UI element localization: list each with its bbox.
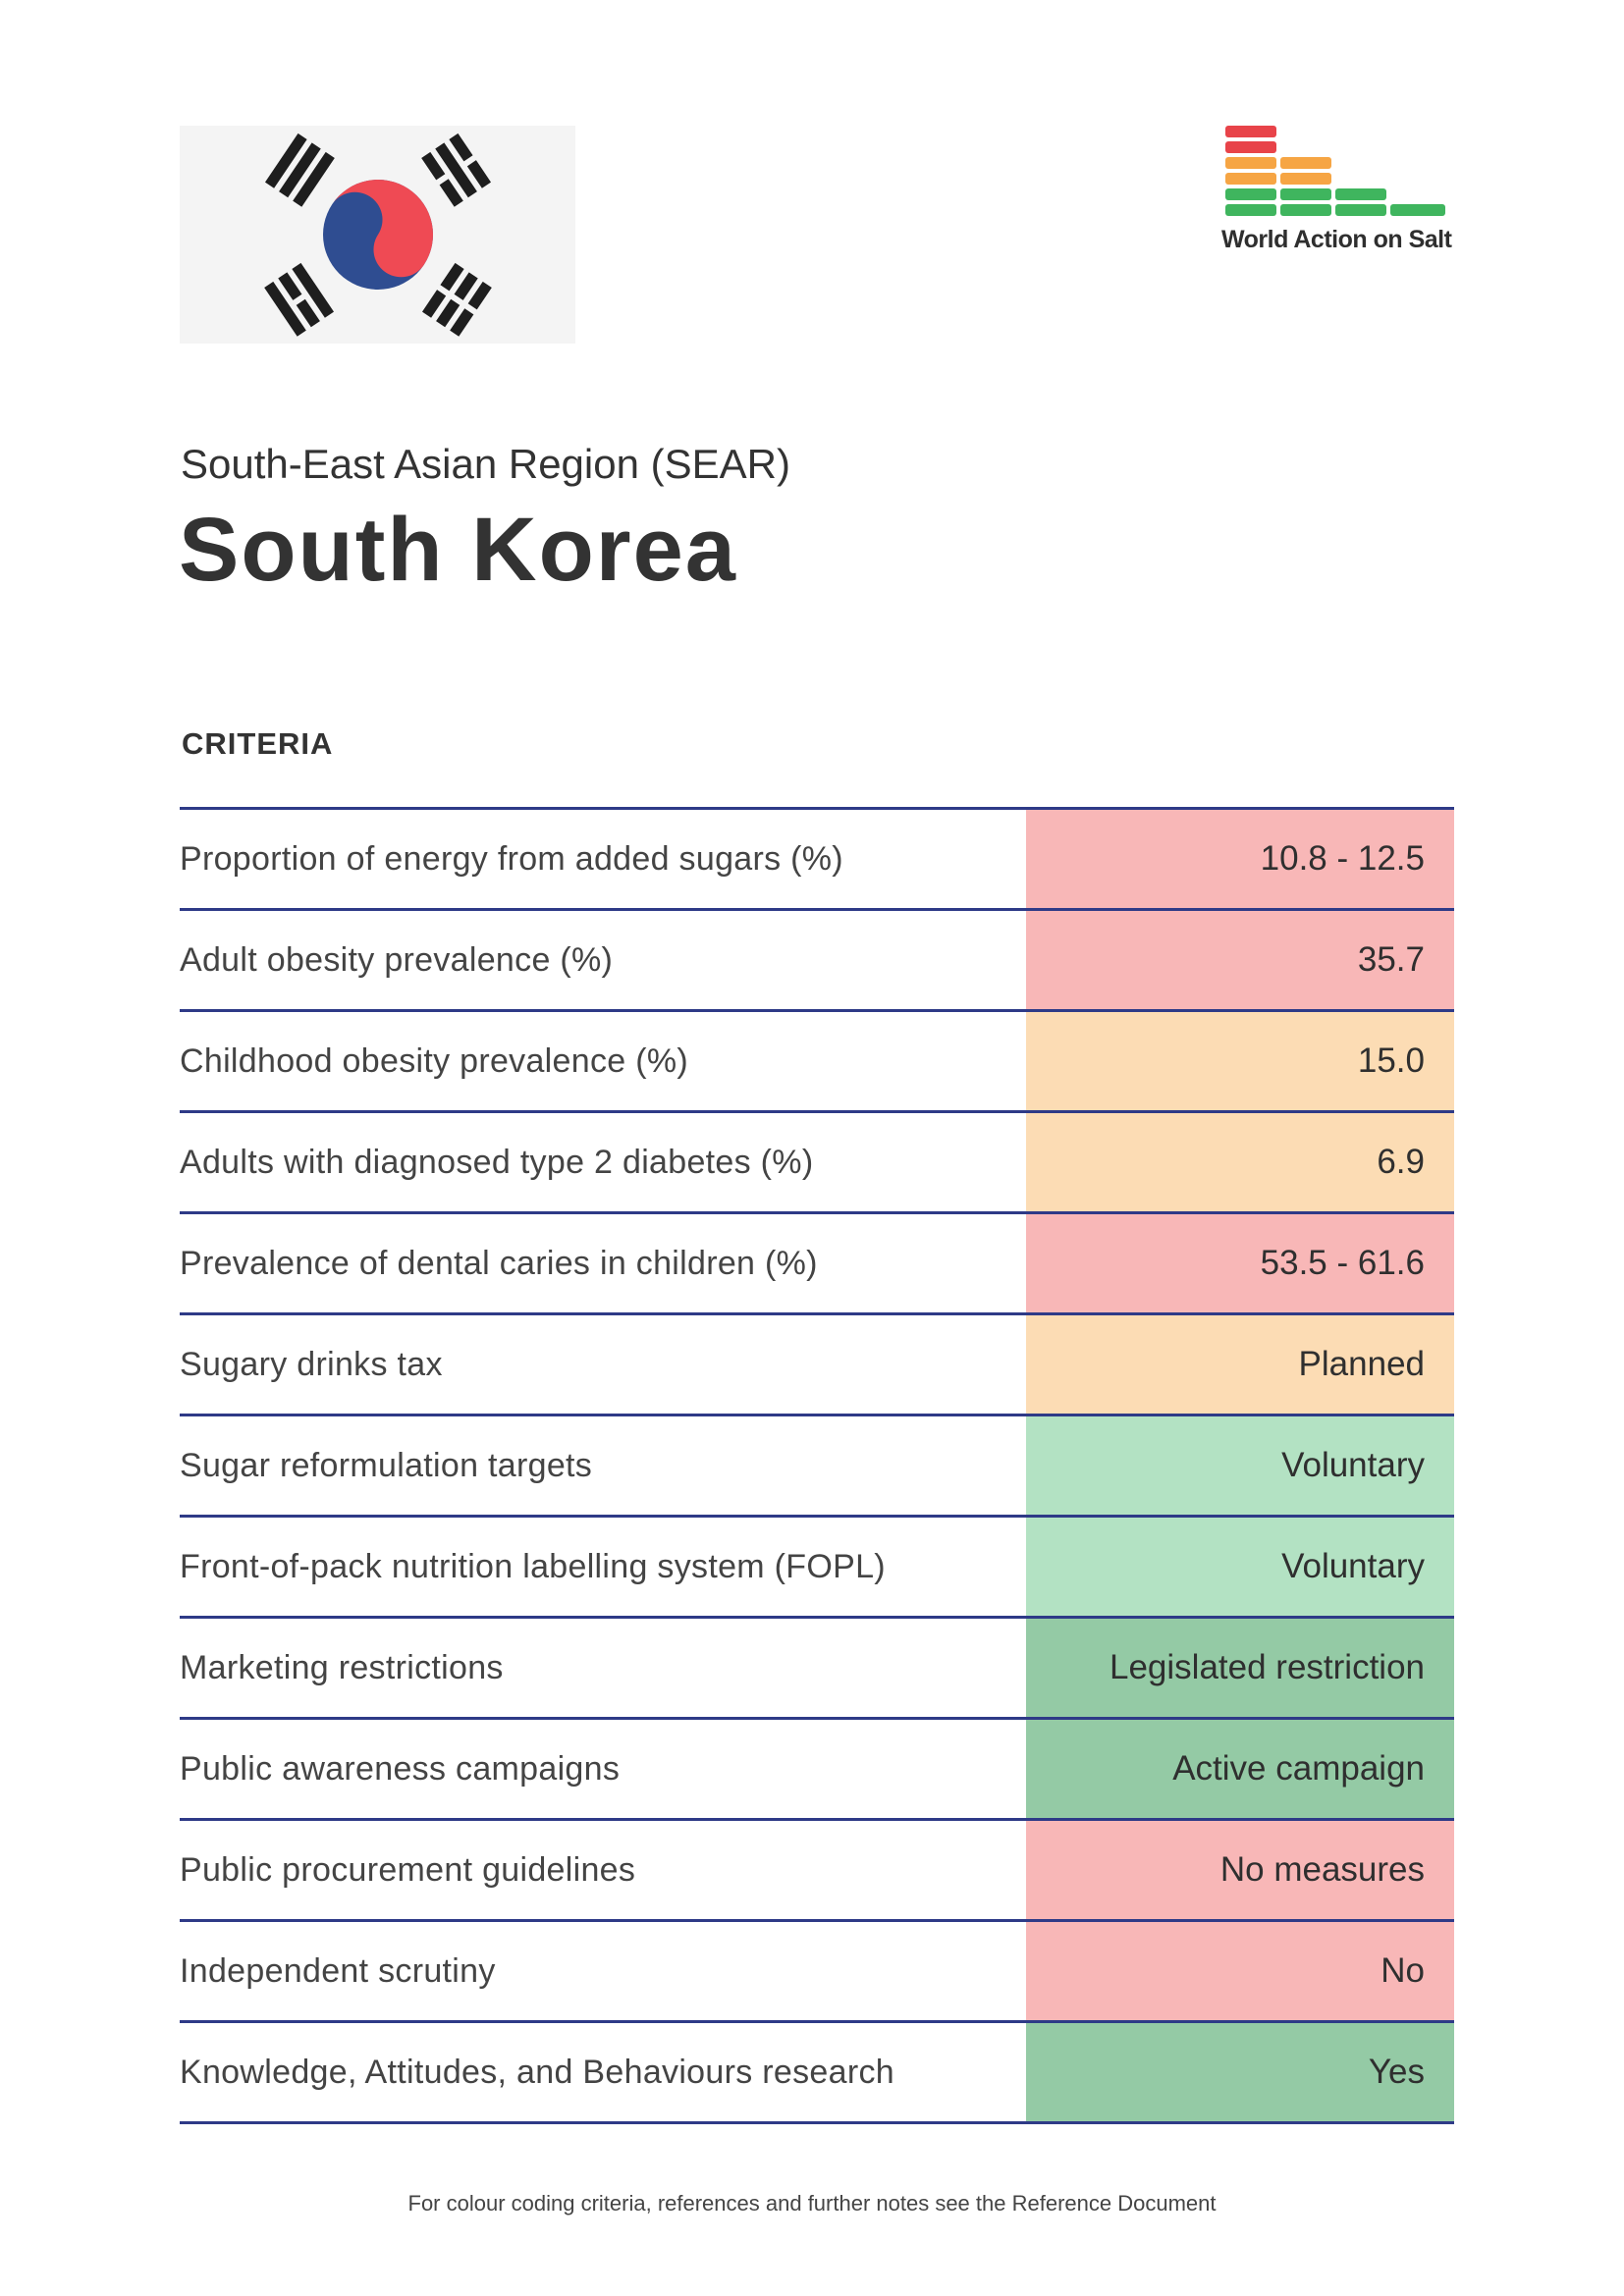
footer-note: For colour coding criteria, references and further notes see the Reference Document — [407, 2191, 1217, 2216]
criteria-value: Active campaign — [1026, 1720, 1454, 1818]
table-row — [180, 2020, 1454, 2124]
criteria-label: Sugar reformulation targets — [180, 1447, 593, 1484]
criteria-value: No — [1026, 1922, 1454, 2020]
flag-icon — [180, 126, 575, 344]
criteria-label: Marketing restrictions — [180, 1649, 504, 1686]
criteria-value: 6.9 — [1026, 1113, 1454, 1211]
table-row — [180, 1414, 1454, 1515]
criteria-label: Public procurement guidelines — [180, 1851, 636, 1889]
criteria-label: Adults with diagnosed type 2 diabetes (%) — [180, 1144, 814, 1181]
criteria-value: 15.0 — [1026, 1012, 1454, 1110]
criteria-value: Voluntary — [1026, 1416, 1454, 1515]
criteria-value: Legislated restriction — [1026, 1619, 1454, 1717]
south-korea-flag — [180, 126, 575, 344]
criteria-value: 10.8 - 12.5 — [1026, 810, 1454, 908]
criteria-value: Planned — [1026, 1315, 1454, 1414]
table-row — [180, 1515, 1454, 1616]
criteria-value: No measures — [1026, 1821, 1454, 1919]
criteria-label: Independent scrutiny — [180, 1952, 496, 1990]
table-row — [180, 1009, 1454, 1110]
criteria-label: Front-of-pack nutrition labelling system (FOPL) — [180, 1548, 886, 1585]
criteria-label: Knowledge, Attitudes, and Behaviours research — [180, 2054, 894, 2091]
page-title: South Korea — [179, 500, 737, 600]
logo-text: World Action on Salt — [1221, 226, 1452, 253]
criteria-label: Public awareness campaigns — [180, 1750, 621, 1788]
table-row — [180, 1211, 1454, 1312]
taegeuk-symbol — [317, 159, 455, 290]
table-row — [180, 1717, 1454, 1818]
table-row — [180, 1818, 1454, 1919]
table-row — [180, 908, 1454, 1009]
table-row — [180, 807, 1454, 908]
criteria-label: Adult obesity prevalence (%) — [180, 941, 614, 979]
region-subtitle: South-East Asian Region (SEAR) — [181, 441, 790, 487]
criteria-heading: CRITERIA — [182, 726, 334, 761]
criteria-label: Childhood obesity prevalence (%) — [180, 1042, 688, 1080]
table-row — [180, 1616, 1454, 1717]
criteria-label: Prevalence of dental caries in children (%) — [180, 1245, 818, 1282]
table-row — [180, 1110, 1454, 1211]
criteria-label: Sugary drinks tax — [180, 1346, 443, 1383]
table-row — [180, 1312, 1454, 1414]
criteria-table — [180, 807, 1454, 2124]
table-row — [180, 1919, 1454, 2020]
criteria-value: 35.7 — [1026, 911, 1454, 1009]
criteria-value: 53.5 - 61.6 — [1026, 1214, 1454, 1312]
logo-bars-icon — [1221, 124, 1449, 232]
criteria-label: Proportion of energy from added sugars (%) — [180, 840, 843, 878]
criteria-value: Voluntary — [1026, 1518, 1454, 1616]
criteria-value: Yes — [1026, 2023, 1454, 2121]
